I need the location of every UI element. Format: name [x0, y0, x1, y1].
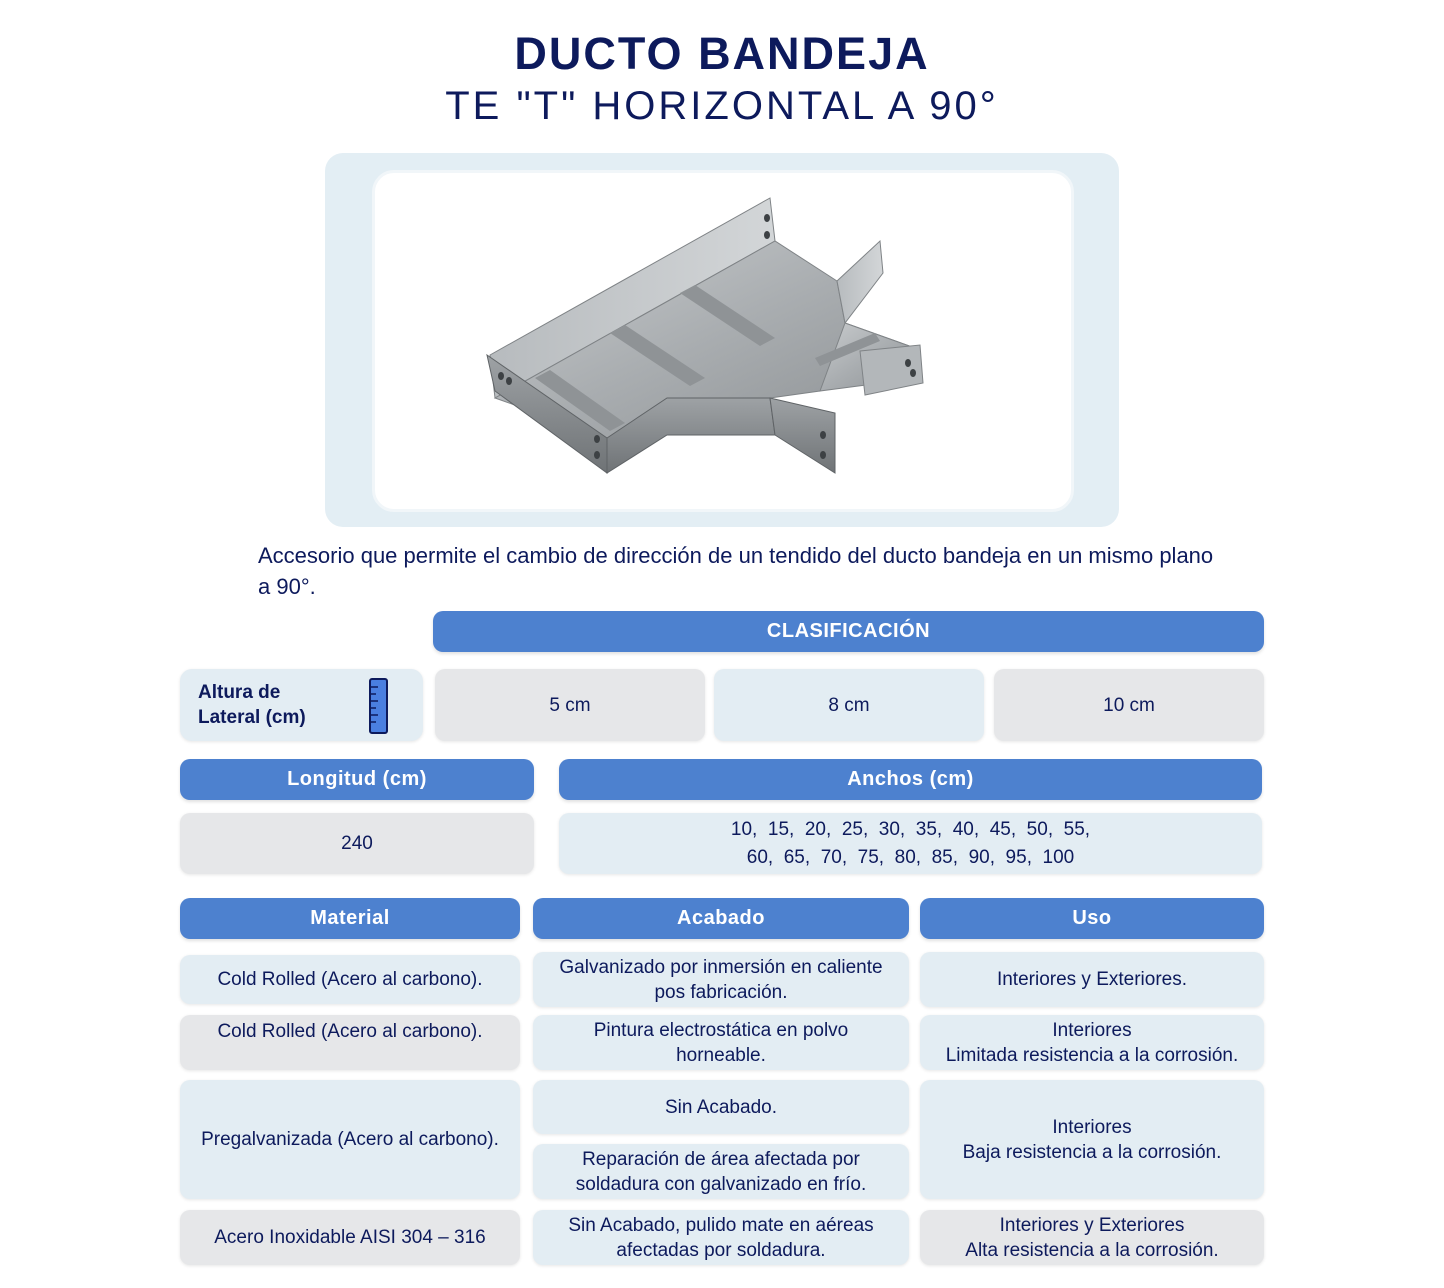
clasificacion-header: CLASIFICACIÓN: [433, 611, 1264, 652]
row3-material: Pregalvanizada (Acero al carbono).: [180, 1080, 520, 1199]
height-option-8cm: 8 cm: [714, 669, 984, 741]
row3-acabado-a: Sin Acabado.: [533, 1080, 909, 1134]
row1-material: Cold Rolled (Acero al carbono).: [180, 955, 520, 1004]
anchos-values: [559, 813, 1262, 874]
row4-acabado: Sin Acabado, pulido mate en aéreas afectadas por soldadura.: [533, 1210, 909, 1265]
longitud-value: 240: [180, 813, 534, 874]
page-title: DUCTO BANDEJA: [514, 28, 930, 79]
uso-header: Uso: [920, 898, 1264, 939]
row2-uso: Interiores Limitada resistencia a la corrosión.: [920, 1015, 1264, 1070]
row1-acabado: Galvanizado por inmersión en caliente pos fabricación.: [533, 952, 909, 1007]
product-description: Accesorio que permite el cambio de dirección de un tendido del ducto bandeja en un mismo plano a 90°.: [258, 543, 1214, 599]
row2-acabado: Pintura electrostática en polvo horneable.: [533, 1015, 909, 1070]
row2-material: Cold Rolled (Acero al carbono).: [180, 1015, 520, 1070]
product-image-card: [372, 170, 1074, 512]
row4-material: Acero Inoxidable AISI 304 – 316: [180, 1210, 520, 1265]
anchos-header: Anchos (cm): [559, 759, 1262, 800]
material-header: Material: [180, 898, 520, 939]
altura-lateral-label: Altura de Lateral (cm): [198, 682, 306, 728]
height-option-10cm: 10 cm: [994, 669, 1264, 741]
row1-uso: Interiores y Exteriores.: [920, 952, 1264, 1007]
altura-lateral-label-box: [180, 669, 423, 741]
anchos-line-2: 60, 65, 70, 75, 80, 85, 90, 95, 100: [746, 846, 1075, 868]
longitud-header: Longitud (cm): [180, 759, 534, 800]
row4-uso: Interiores y Exteriores Alta resistencia a la corrosión.: [920, 1210, 1264, 1265]
acabado-header: Acabado: [533, 898, 909, 939]
anchos-line-1: 10, 15, 20, 25, 30, 35, 40, 45, 50, 55,: [730, 818, 1091, 840]
row3-acabado-b: Reparación de área afectada por soldadura con galvanizado en frío.: [533, 1144, 909, 1199]
page-subtitle: TE "T" HORIZONTAL A 90°: [445, 84, 999, 128]
tee-cable-tray-image: [375, 173, 1071, 509]
height-option-5cm: 5 cm: [435, 669, 705, 741]
ruler-icon: [368, 678, 390, 734]
row3-uso: Interiores Baja resistencia a la corrosión.: [920, 1080, 1264, 1199]
